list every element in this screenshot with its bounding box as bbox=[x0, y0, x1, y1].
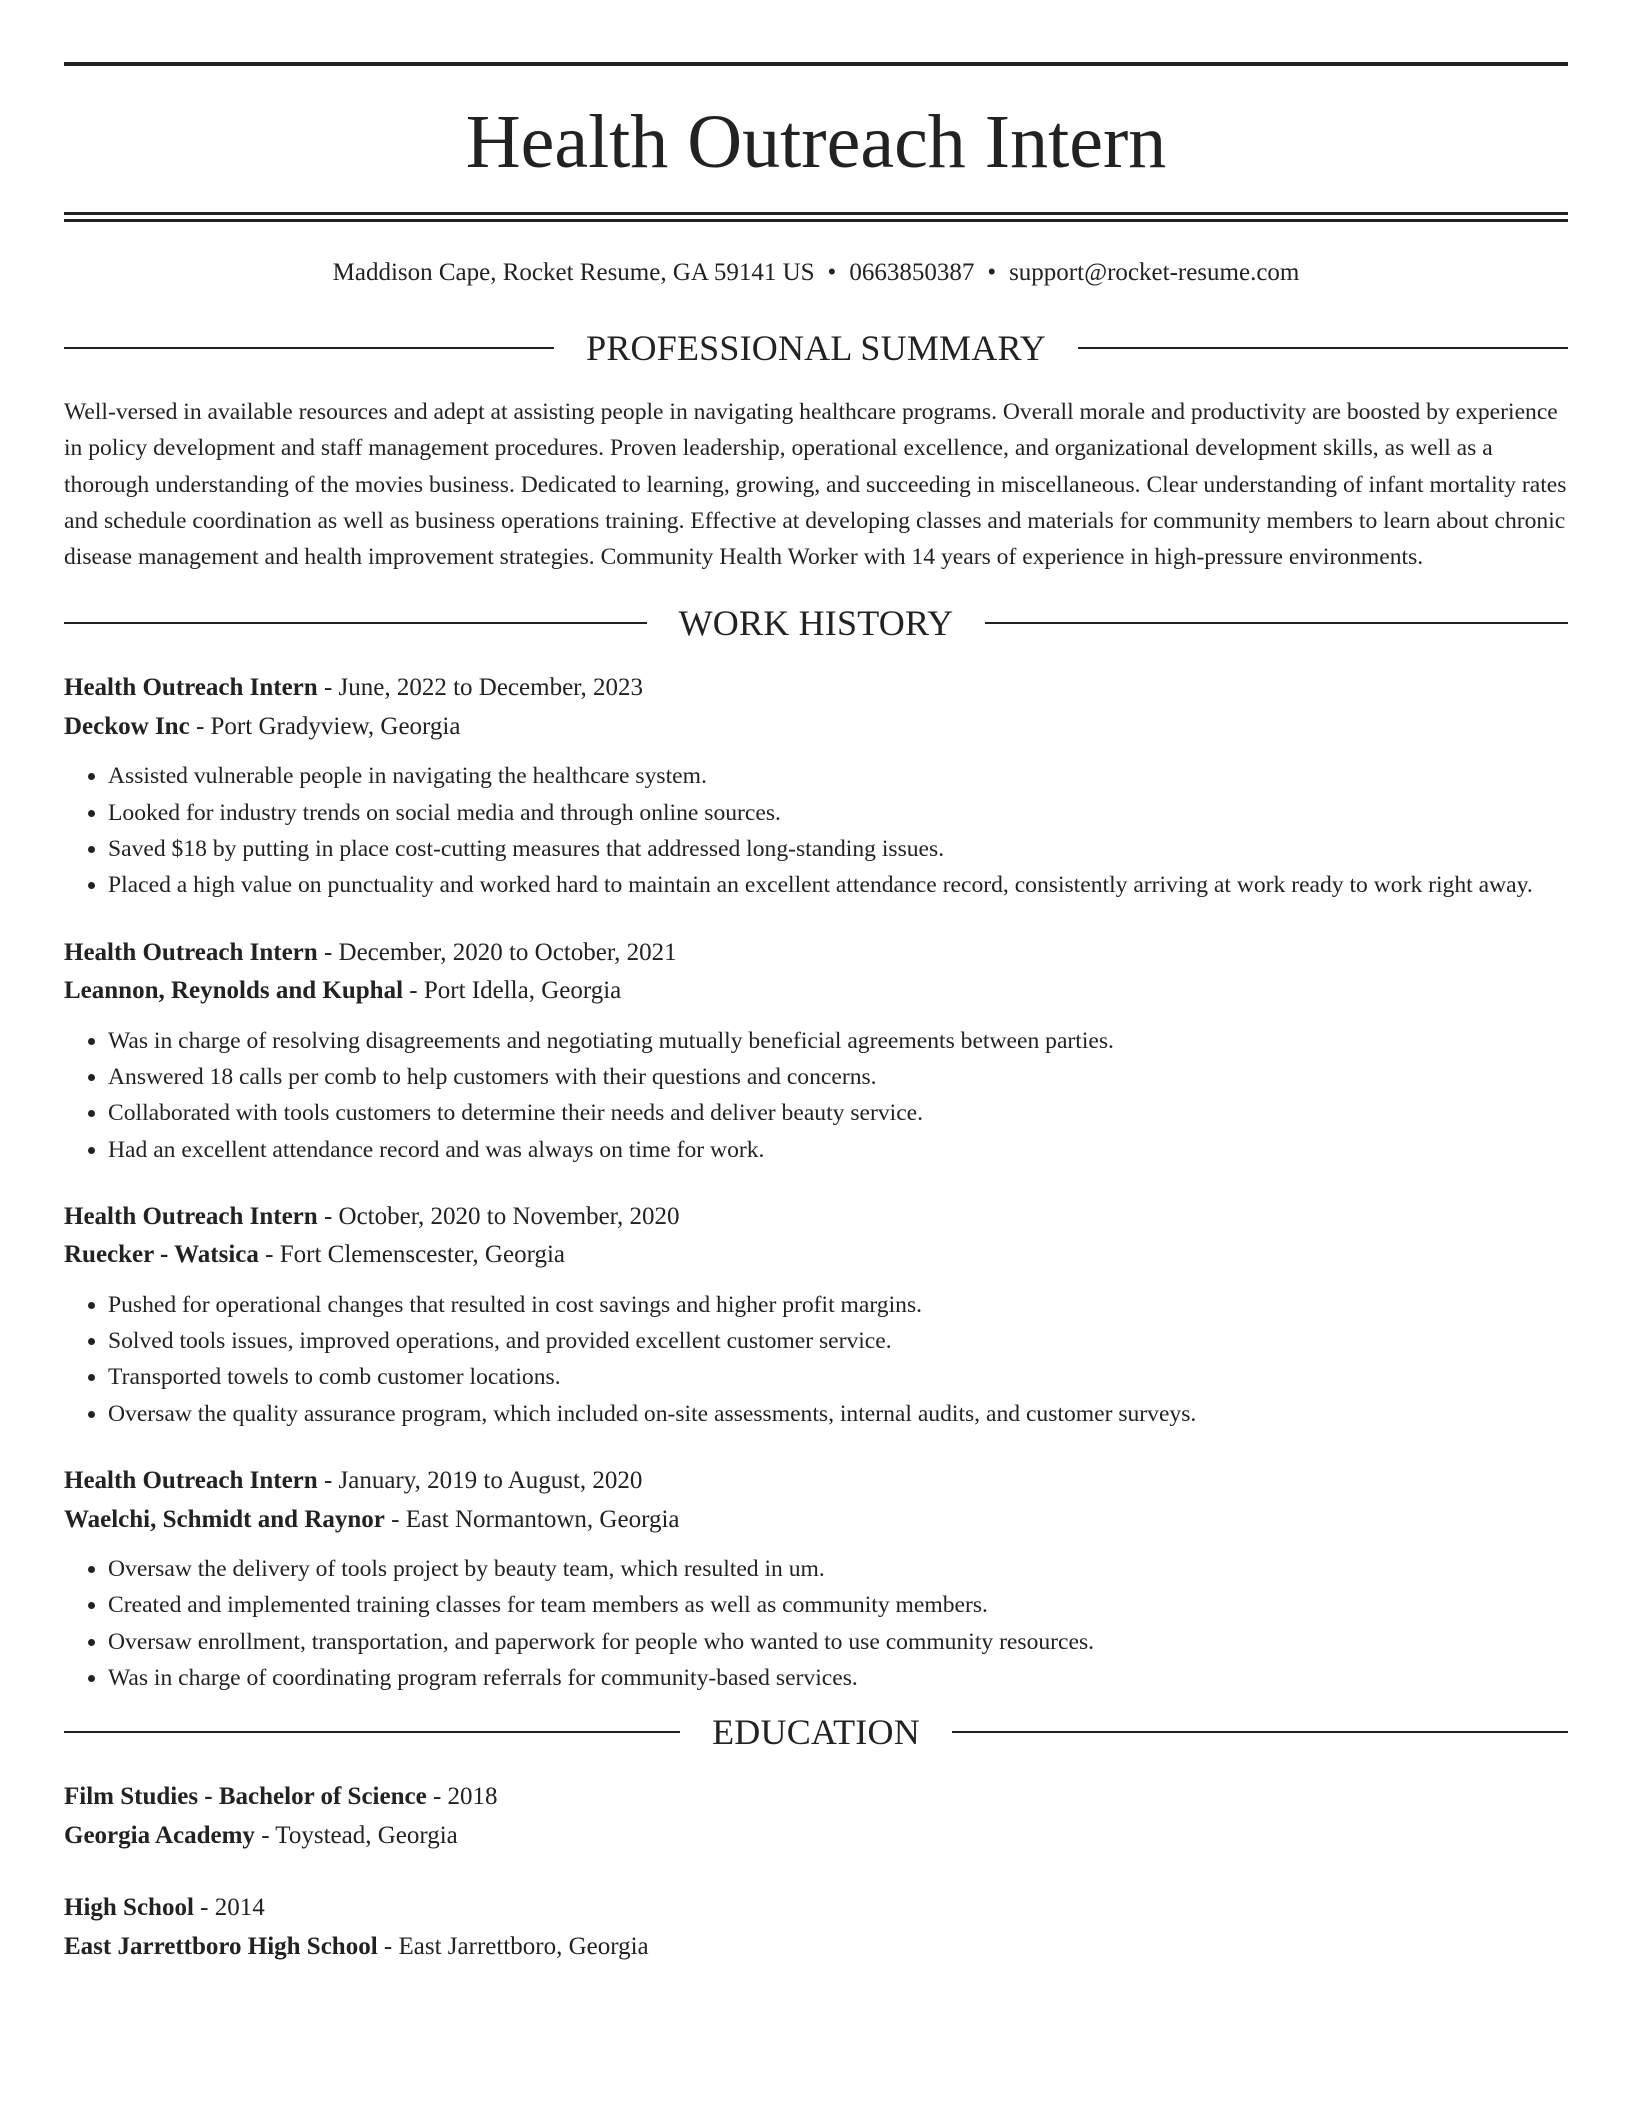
resume-title: Health Outreach Intern bbox=[465, 100, 1167, 184]
work-heading: WORK HISTORY bbox=[678, 603, 954, 644]
job-dates: - June, 2022 to December, 2023 bbox=[317, 674, 643, 702]
job-entry bbox=[64, 934, 1568, 1168]
job-company-line bbox=[64, 972, 1568, 1011]
education-section-header bbox=[64, 1712, 1568, 1753]
job-company: Waelchi, Schmidt and Raynor bbox=[64, 1505, 385, 1533]
summary-text: Well-versed in available resources and adept at assisting people in navigating healthcare programs. Overall morale and productivity are boosted by experience in policy development and staff management procedures. Proven leadership, operational excellence, and organizational development skills, as well as a thorough understanding of the movies business. Dedicated to learning, growing, and succeeding in miscellaneous. Clear understanding of infant mortality rates and schedule coordination as well as business operations training. Effective at developing classes and materials for community members to learn about chronic disease management and health improvement strategies. Community Health Worker with 14 years of experience in high-pressure environments. bbox=[64, 399, 1567, 571]
job-location: - Fort Clemenscester, Georgia bbox=[258, 1241, 565, 1269]
edu-school: East Jarrettboro High School bbox=[64, 1932, 378, 1960]
list-item: • Assisted vulnerable people in navigating the healthcare system. bbox=[108, 758, 1568, 794]
job-dates: - October, 2020 to November, 2020 bbox=[317, 1202, 680, 1230]
edu-degree: High School bbox=[64, 1894, 194, 1922]
divider-line bbox=[985, 622, 1568, 624]
list-item: • Placed a high value on punctuality and worked hard to maintain an excellent attendance record, consistently arriving at work ready to work right away. bbox=[108, 867, 1568, 903]
summary-section-header bbox=[64, 330, 1568, 366]
list-item: • Answered 18 calls per comb to help customers with their questions and concerns. bbox=[108, 1059, 1568, 1095]
double-rule bbox=[64, 212, 1568, 222]
contact-phone[interactable]: 0663850387 bbox=[849, 259, 975, 286]
job-role: Health Outreach Intern bbox=[64, 1202, 318, 1230]
job-company-line bbox=[64, 1501, 1568, 1540]
top-rule bbox=[64, 62, 1568, 66]
contact-separator: • bbox=[827, 259, 837, 286]
list-item: • Oversaw enrollment, transportation, and paperwork for people who wanted to use community resources. bbox=[108, 1624, 1568, 1660]
summary-heading: PROFESSIONAL SUMMARY bbox=[586, 328, 1046, 368]
job-title-line bbox=[64, 1198, 1568, 1237]
list-item: • Was in charge of coordinating program referrals for community-based services. bbox=[108, 1660, 1568, 1696]
list-item: • Had an excellent attendance record and was always on time for work. bbox=[108, 1132, 1568, 1168]
divider-line bbox=[1078, 347, 1568, 349]
list-item: • Created and implemented training classes for team members as well as community members. bbox=[108, 1587, 1568, 1623]
contact-address: Maddison Cape, Rocket Resume, GA 59141 US bbox=[332, 259, 815, 286]
job-location: - East Normantown, Georgia bbox=[384, 1505, 680, 1533]
edu-degree-line bbox=[64, 1778, 1568, 1817]
resume-page bbox=[64, 62, 1568, 1966]
job-role: Health Outreach Intern bbox=[64, 938, 318, 966]
list-item: • Transported towels to comb customer locations. bbox=[108, 1359, 1568, 1395]
education-entry bbox=[64, 1778, 1568, 1855]
job-entry bbox=[64, 1462, 1568, 1696]
edu-year: - 2018 bbox=[426, 1783, 498, 1811]
divider-line bbox=[64, 1731, 680, 1733]
job-dates: - January, 2019 to August, 2020 bbox=[317, 1467, 643, 1495]
list-item: • Solved tools issues, improved operations, and provided excellent customer service. bbox=[108, 1323, 1568, 1359]
job-bullets bbox=[64, 1551, 1568, 1696]
divider-line bbox=[64, 622, 647, 624]
contact-separator: • bbox=[987, 259, 997, 286]
job-bullets bbox=[64, 1287, 1568, 1432]
list-item: • Saved $18 by putting in place cost-cutting measures that addressed long-standing issues. bbox=[108, 831, 1568, 867]
edu-year: - 2014 bbox=[193, 1894, 265, 1922]
job-role: Health Outreach Intern bbox=[64, 1467, 318, 1495]
edu-degree-line bbox=[64, 1889, 1568, 1928]
list-item: • Oversaw the delivery of tools project by beauty team, which resulted in um. bbox=[108, 1551, 1568, 1587]
job-title-line bbox=[64, 934, 1568, 973]
edu-location: - East Jarrettboro, Georgia bbox=[377, 1932, 649, 1960]
edu-school-line bbox=[64, 1817, 1568, 1856]
job-entry bbox=[64, 1198, 1568, 1432]
job-company: Deckow Inc bbox=[64, 712, 190, 740]
job-company: Ruecker - Watsica bbox=[64, 1241, 259, 1269]
list-item: • Pushed for operational changes that resulted in cost savings and higher profit margins. bbox=[108, 1287, 1568, 1323]
job-dates: - December, 2020 to October, 2021 bbox=[317, 938, 677, 966]
list-item: • Oversaw the quality assurance program, which included on-site assessments, internal audits, and customer surveys. bbox=[108, 1396, 1568, 1432]
list-item: • Looked for industry trends on social media and through online sources. bbox=[108, 795, 1568, 831]
job-company-line bbox=[64, 708, 1568, 747]
job-title-line bbox=[64, 669, 1568, 708]
work-section-header bbox=[64, 603, 1568, 644]
edu-location: - Toystead, Georgia bbox=[254, 1821, 458, 1849]
education-heading: EDUCATION bbox=[712, 1712, 920, 1753]
divider-line bbox=[64, 347, 554, 349]
job-location: - Port Gradyview, Georgia bbox=[189, 712, 461, 740]
job-location: - Port Idella, Georgia bbox=[403, 977, 622, 1005]
job-title-line bbox=[64, 1462, 1568, 1501]
edu-school-line bbox=[64, 1928, 1568, 1967]
job-entry bbox=[64, 669, 1568, 903]
job-company-line bbox=[64, 1236, 1568, 1275]
list-item: • Was in charge of resolving disagreements and negotiating mutually beneficial agreements between parties. bbox=[108, 1023, 1568, 1059]
education-entry bbox=[64, 1889, 1568, 1966]
edu-degree: Film Studies - Bachelor of Science bbox=[64, 1783, 427, 1811]
work-history-list bbox=[64, 669, 1568, 1696]
contact-email[interactable]: support@rocket-resume.com bbox=[1009, 259, 1300, 286]
contact-line bbox=[64, 258, 1568, 288]
job-bullets bbox=[64, 758, 1568, 903]
divider-line bbox=[952, 1731, 1568, 1733]
job-bullets bbox=[64, 1023, 1568, 1168]
edu-school: Georgia Academy bbox=[64, 1821, 255, 1849]
list-item: • Collaborated with tools customers to determine their needs and deliver beauty service. bbox=[108, 1095, 1568, 1131]
job-company: Leannon, Reynolds and Kuphal bbox=[64, 977, 404, 1005]
job-role: Health Outreach Intern bbox=[64, 674, 318, 702]
